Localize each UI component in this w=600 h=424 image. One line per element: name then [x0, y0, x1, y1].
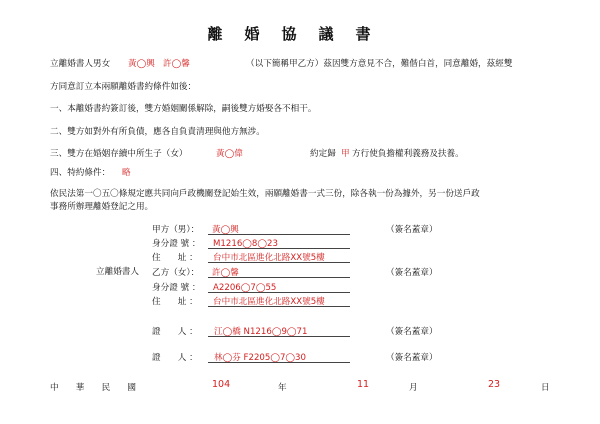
- clause-3-prefix: 三、雙方在婚姻存續中所生子（女）: [50, 149, 188, 159]
- intro-suffix: （以下簡稱甲乙方）茲因雙方意見不合，難偕白首，同意離婚，茲經雙: [246, 59, 513, 69]
- party-b-underline: [208, 277, 350, 278]
- intro-prefix: 立離婚書人男女: [50, 59, 111, 69]
- party-a-underline: [208, 234, 350, 235]
- addr-a-underline: [208, 262, 350, 263]
- party-b-name[interactable]: 許◯馨: [212, 268, 239, 278]
- party-a-label: 甲方（男）：: [152, 225, 200, 235]
- intro-wife-name[interactable]: 許◯馨: [163, 59, 190, 69]
- id-a-underline: [208, 248, 350, 249]
- intro-line2: 方同意訂立本兩願離婚書約條件如後：: [50, 82, 197, 92]
- party-b-sign-label: （簽名蓋章）: [386, 268, 438, 278]
- id-a-label: 身分證 號 ：: [152, 239, 201, 249]
- law-line-2: 事務所辦理離婚登記之用。: [50, 202, 154, 212]
- date-day-unit: 日: [541, 383, 550, 393]
- document-title: 離婚協議書: [207, 25, 393, 43]
- id-b-label: 身分證 號 ：: [152, 283, 201, 293]
- id-b-underline: [208, 292, 350, 293]
- signers-group-label: 立離婚書人: [96, 267, 139, 277]
- date-month-unit: 月: [409, 383, 418, 393]
- addr-b-label: 住 址 ：: [152, 297, 198, 307]
- clause-2: 二、雙方如對外有所負債，應各自負責清理與他方無涉。: [50, 127, 265, 137]
- clause-3-party[interactable]: 甲: [341, 149, 350, 159]
- clause-3-child[interactable]: 黃◯偉: [216, 149, 243, 159]
- clause-3-mid: 約定歸: [310, 149, 336, 159]
- addr-a-label: 住 址 ：: [152, 253, 198, 263]
- party-b-label: 乙方（女）：: [152, 268, 200, 278]
- addr-b-underline: [208, 306, 350, 307]
- clause-3-suffix: 方行使負擔權利義務及扶養。: [352, 149, 464, 159]
- addr-b-value[interactable]: 台中市北區進化北路XX號5樓: [213, 297, 325, 307]
- law-line-1: 依民法第一〇五〇條規定應共同向戶政機關登記始生效，兩願離婚書一式三份，除各執一份為據外，另一份送戶政: [50, 189, 480, 199]
- witness-2-value[interactable]: 林◯芬 F2205◯7◯30: [214, 353, 306, 363]
- date-year-unit: 年: [278, 383, 287, 393]
- witness-1-sign-label: （簽名蓋章）: [386, 327, 438, 337]
- witness-2-underline: [208, 362, 350, 363]
- clause-1: 一、本離婚書約簽訂後，雙方婚姻關係解除，嗣後雙方婚娶各不相干。: [50, 104, 317, 114]
- clause-4-value[interactable]: 略: [122, 168, 131, 178]
- id-b-value[interactable]: A2206◯7◯55: [213, 283, 277, 293]
- witness-2-label: 證 人 ：: [152, 353, 198, 363]
- witness-1-label: 證 人 ：: [152, 327, 198, 337]
- date-day[interactable]: 23: [488, 379, 501, 390]
- witness-1-underline: [208, 336, 350, 337]
- witness-2-sign-label: （簽名蓋章）: [386, 353, 438, 363]
- intro-husband-name[interactable]: 黃◯興: [128, 59, 155, 69]
- date-era: 中 華 民 國: [50, 383, 136, 393]
- addr-a-value[interactable]: 台中市北區進化北路XX號5樓: [213, 253, 325, 263]
- date-year[interactable]: 104: [212, 379, 231, 390]
- party-a-name[interactable]: 黃◯興: [212, 225, 239, 235]
- id-a-value[interactable]: M1216◯8◯23: [213, 239, 278, 249]
- date-month[interactable]: 11: [357, 379, 370, 390]
- clause-4-prefix: 四、特約條件：: [50, 168, 111, 178]
- witness-1-value[interactable]: 江◯橋 N1216◯9◯71: [214, 327, 308, 337]
- party-a-sign-label: （簽名蓋章）: [386, 225, 438, 235]
